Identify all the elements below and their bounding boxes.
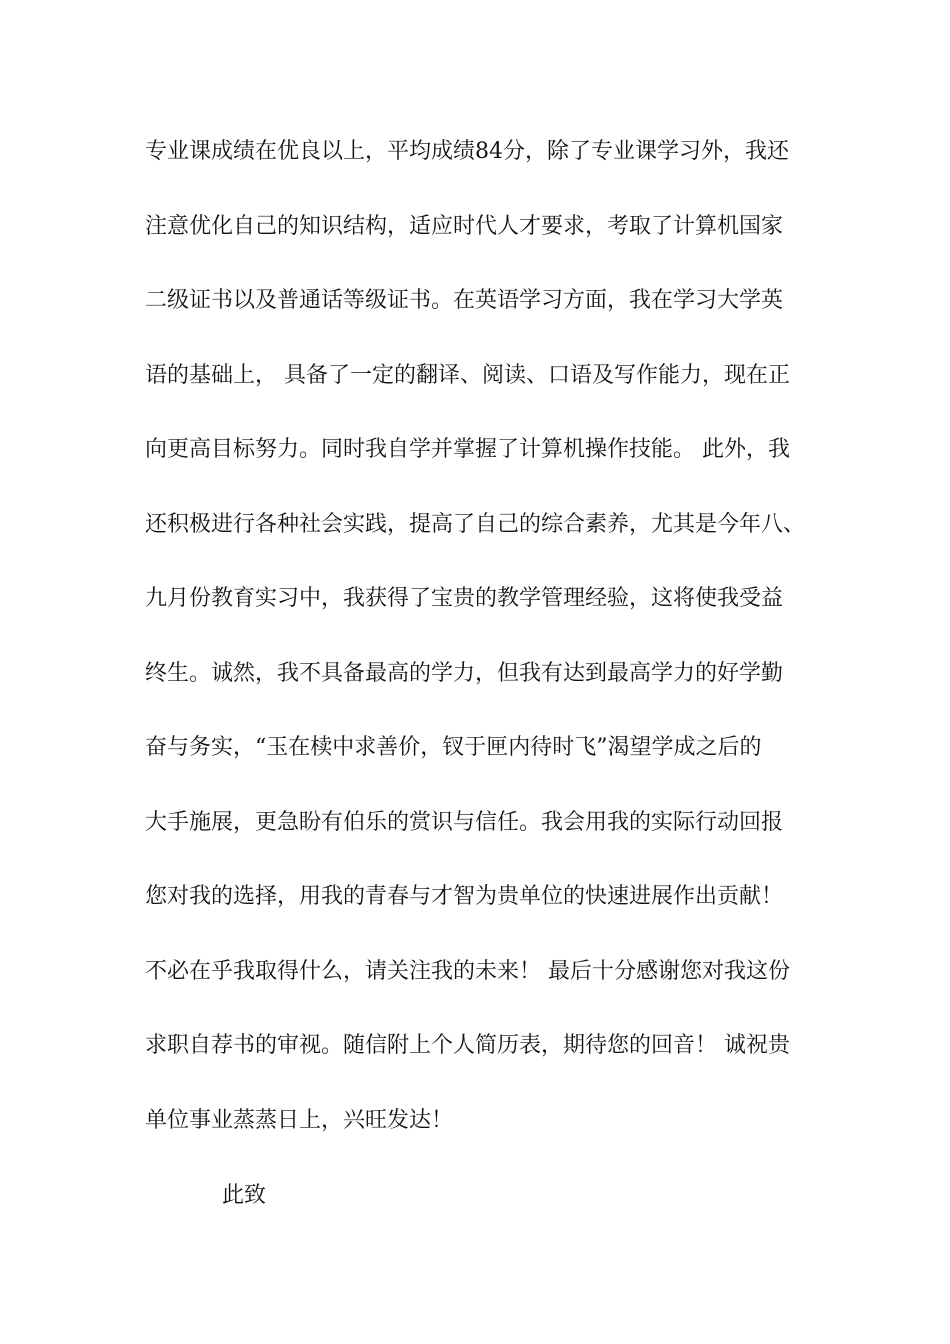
text-line: 二级证书以及普通话等级证书。在英语学习方面，我在学习大学英	[145, 288, 784, 313]
text-line: 求职自荐书的审视。随信附上个人简历表，期待您的回音！ 诚祝贵	[145, 1033, 790, 1058]
text-line: 大手施展，更急盼有伯乐的赏识与信任。我会用我的实际行动回报	[145, 809, 784, 835]
text-line: 不必在乎我取得什么，请关注我的未来！ 最后十分感谢您对我这份	[145, 958, 790, 984]
text-line: 向更高目标努力。同时我自学并掌握了计算机操作技能。 此外，我	[145, 437, 790, 462]
text-line: 九月份教育实习中，我获得了宝贵的教学管理经验，这将使我受益	[145, 586, 784, 611]
text-line: 还积极进行各种社会实践，提高了自己的综合素养，尤其是今年八、	[145, 511, 806, 537]
closing-salutation: 此致	[222, 1183, 267, 1208]
text-line: 终生。诚然，我不具备最高的学力，但我有达到最高学力的好学勤	[145, 660, 784, 686]
text-line: 单位事业蒸蒸日上，兴旺发达！	[145, 1107, 454, 1133]
text-line: 注意优化自己的知识结构，适应时代人才要求，考取了计算机国家	[145, 213, 784, 239]
text-line: 语的基础上， 具备了一定的翻译、阅读、口语及写作能力，现在正	[145, 362, 790, 388]
text-line: 专业课成绩在优良以上，平均成绩84分，除了专业课学习外，我还	[145, 139, 789, 164]
letter-body	[145, 132, 835, 1175]
text-line: 您对我的选择，用我的青春与才智为贵单位的快速进展作出贡献！	[145, 884, 784, 909]
text-line: 奋与务实，“玉在椟中求善价，钗于匣内待时飞”渴望学成之后的	[145, 735, 762, 760]
